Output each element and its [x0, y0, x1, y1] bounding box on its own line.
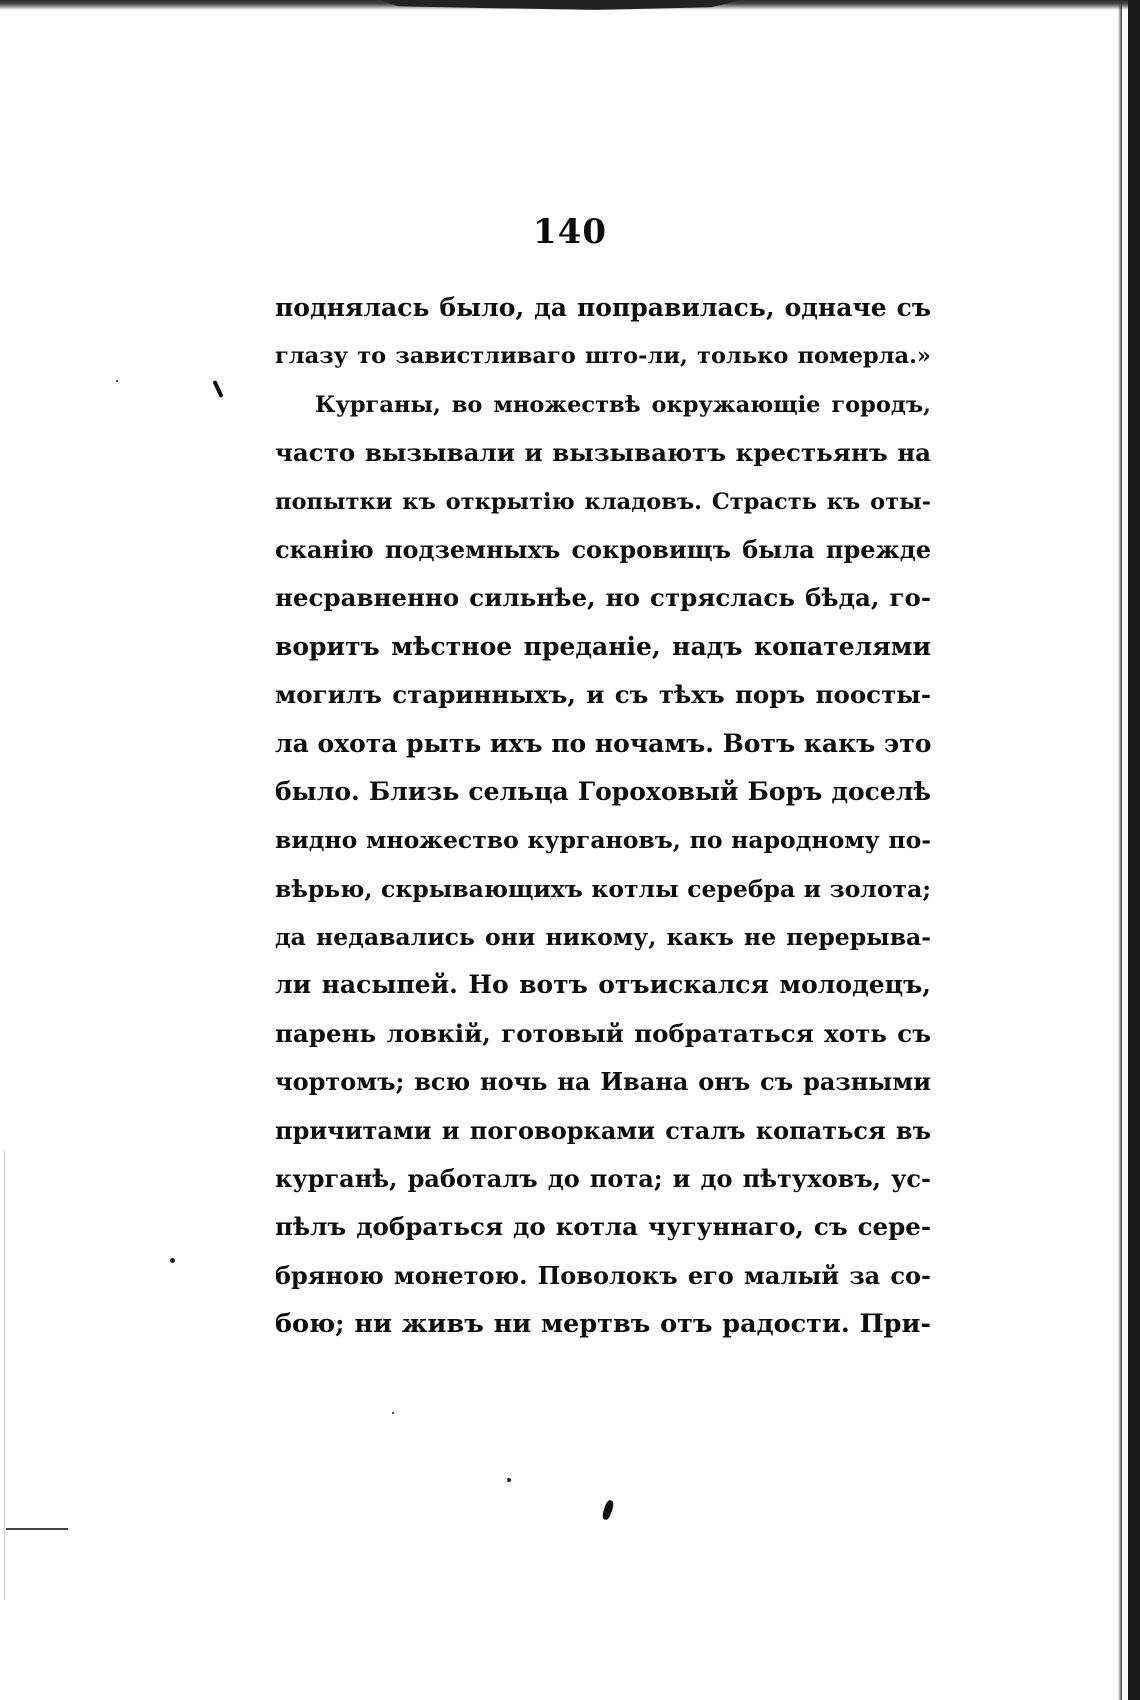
scan-right-edge — [1128, 0, 1140, 1700]
ink-mark — [601, 1499, 615, 1520]
text-line: вѣрью, скрывающихъ котлы серебра и золота; — [275, 874, 931, 903]
body-text — [275, 284, 931, 1349]
text-line: пѣлъ добраться до котла чугуннаго, съ сере- — [275, 1212, 931, 1242]
text-line: ли насыпей. Но вотъ отъискался молодецъ, — [275, 970, 931, 1000]
text-line: курганѣ, работалъ до пота; и до пѣтуховъ, ус- — [275, 1164, 931, 1194]
scan-left-rule — [6, 1528, 68, 1530]
text-line: воритъ мѣстное преданіе, надъ копателями — [275, 631, 931, 661]
text-line: поднялась было, да поправилась, одначе съ — [275, 293, 931, 322]
text-line: было. Близь сельца Гороховый Боръ доселѣ — [275, 776, 931, 806]
ink-speck — [170, 1258, 175, 1263]
page-number: 140 — [533, 212, 607, 252]
text-line: ла охота рыть ихъ по ночамъ. Вотъ какъ это — [275, 728, 931, 758]
text-line: часто вызывали и вызываютъ крестьянъ на — [275, 438, 931, 468]
text-line: видно множество кургановъ, по народному по- — [275, 826, 931, 855]
scan-right-shadow — [1118, 0, 1122, 1700]
text-line: бою; ни живъ ни мертвъ отъ радости. При- — [275, 1309, 931, 1340]
text-line: могилъ старинныхъ, и съ тѣхъ поръ поосты- — [275, 680, 931, 710]
text-line: да недавались они никому, какъ не перерыва- — [275, 923, 931, 952]
text-line: глазу то завистливаго што-ли, только померла.» — [275, 343, 931, 370]
ink-speck — [116, 380, 118, 382]
ink-mark — [212, 380, 223, 398]
scan-left-line — [4, 1150, 5, 1600]
text-line: парень ловкій, готовый побрататься хоть съ — [275, 1018, 931, 1048]
text-line: сканію подземныхъ сокровищъ была прежде — [275, 534, 931, 564]
ink-speck — [392, 1412, 394, 1414]
text-line: попытки къ открытію кладовъ. Страсть къ оты- — [275, 488, 931, 515]
text-line: несравненно сильнѣе, но стряслась бѣда, го- — [275, 583, 931, 613]
ink-speck — [507, 1478, 511, 1482]
text-line: чортомъ; всю ночь на Ивана онъ съ разными — [275, 1067, 931, 1097]
text-line: причитами и поговорками сталъ копаться въ — [275, 1115, 931, 1145]
text-line: Курганы, во множествѣ окружающіе городъ, — [315, 391, 931, 418]
text-line: бряною монетою. Поволокъ его малый за со- — [275, 1260, 931, 1290]
